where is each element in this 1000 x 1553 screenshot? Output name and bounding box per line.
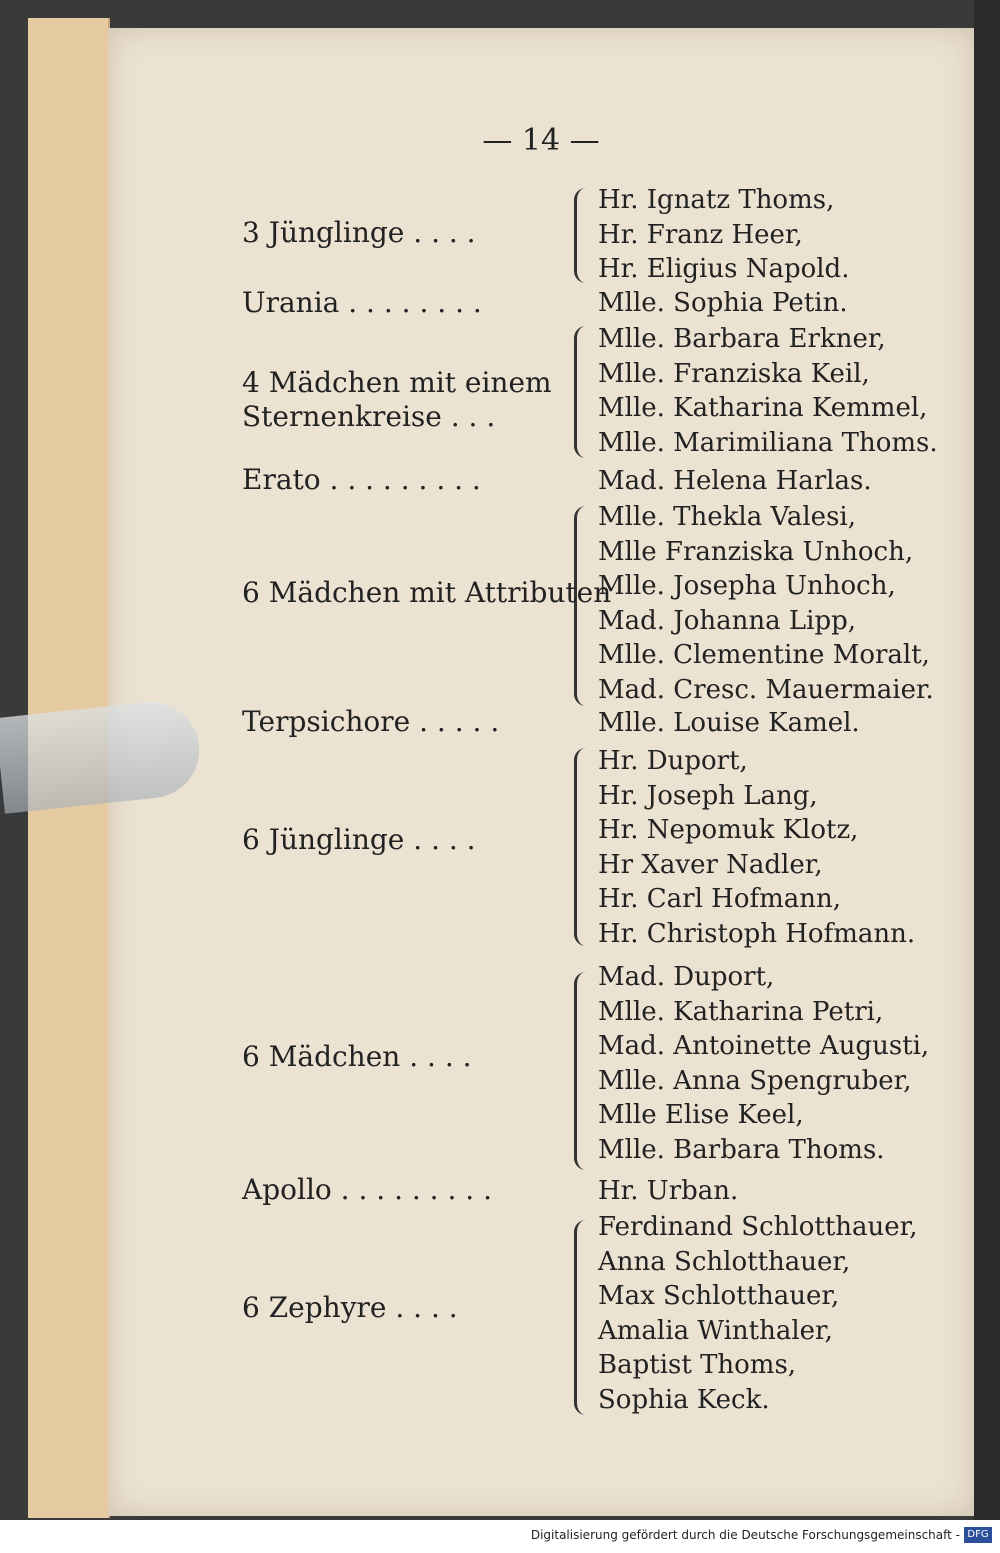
name-line: Hr. Joseph Lang, [598,780,818,811]
role-label: Erato . . . . . . . . . [242,463,481,496]
role-label: 6 Mädchen . . . . [242,1040,472,1073]
names-list [598,464,872,499]
name-line: Hr. Nepomuk Klotz, [598,815,859,845]
names-list [598,286,848,321]
name-line: Hr. Urban. [598,1176,739,1206]
name-line: Mlle. Barbara Erkner, [598,324,886,354]
background-strip [974,0,1000,1520]
names-list [598,960,929,1167]
name-line: Mlle. Anna Spengruber, [598,1065,912,1096]
name-line: Max Schlotthauer, [598,1281,840,1311]
name-line: Mlle Franziska Unhoch, [598,536,914,567]
name-line: Hr. Christoph Hofmann. [598,918,916,949]
name-line: Mad. Helena Harlas. [598,466,872,496]
name-line: Mlle. Thekla Valesi, [598,502,856,532]
footer [0,1520,1000,1553]
role-label: 6 Zephyre . . . . [242,1291,458,1324]
role-label: 3 Jünglinge . . . . [242,216,476,249]
names-list [598,500,934,707]
names-list [598,744,915,951]
role-label: 6 Mädchen mit Attributen [242,576,612,609]
book-page [108,28,974,1516]
name-line: Ferdinand Schlotthauer, [598,1212,918,1242]
footer-credit: Digitalisierung gefördert durch die Deutsche Forschungsgemeinschaft - [530,1528,960,1542]
name-line: Mlle. Barbara Thoms. [598,1134,885,1165]
brace [574,188,591,283]
names-list [598,183,849,287]
name-line: Mlle. Katharina Petri, [598,996,884,1027]
page-number: — 14 — [482,123,600,158]
name-line: Mad. Antoinette Augusti, [598,1031,930,1061]
names-list [598,1174,738,1209]
role-label: Apollo . . . . . . . . . [242,1173,492,1206]
names-list [598,1210,918,1417]
dfg-logo: DFG [964,1527,992,1543]
name-line: Mad. Cresc. Mauermaier. [598,674,934,705]
name-line: Mlle. Louise Kamel. [598,708,860,738]
name-line: Hr. Duport, [598,746,748,776]
name-line: Mlle Elise Keel, [598,1100,804,1130]
name-line: Amalia Winthaler, [598,1315,833,1346]
name-line: Mlle. Sophia Petin. [598,288,848,318]
name-line: Hr. Franz Heer, [598,219,803,250]
name-line: Mlle. Clementine Moralt, [598,640,930,670]
names-list [598,706,860,741]
name-line: Hr Xaver Nadler, [598,849,823,880]
brace [574,972,591,1170]
name-line: Mad. Johanna Lipp, [598,605,857,636]
brace [574,748,591,946]
name-line: Sophia Keck. [598,1384,770,1415]
name-line: Hr. Ignatz Thoms, [598,185,835,215]
brace [574,1220,591,1415]
names-list [598,322,938,460]
name-line: Mlle. Josepha Unhoch, [598,571,896,601]
role-label: Terpsichore . . . . . [242,705,500,738]
name-line: Mlle. Katharina Kemmel, [598,393,928,423]
name-line: Hr. Eligius Napold. [598,254,850,284]
name-line: Baptist Thoms, [598,1350,797,1380]
role-label: 6 Jünglinge . . . . [242,823,476,856]
name-line: Mlle. Marimiliana Thoms. [598,427,938,458]
name-line: Hr. Carl Hofmann, [598,884,842,914]
name-line: Mlle. Franziska Keil, [598,358,870,389]
role-label: Urania . . . . . . . . [242,286,482,319]
role-label: 4 Mädchen mit einem Sternenkreise . . . [242,366,552,433]
name-line: Mad. Duport, [598,962,775,992]
name-line: Anna Schlotthauer, [598,1246,851,1277]
